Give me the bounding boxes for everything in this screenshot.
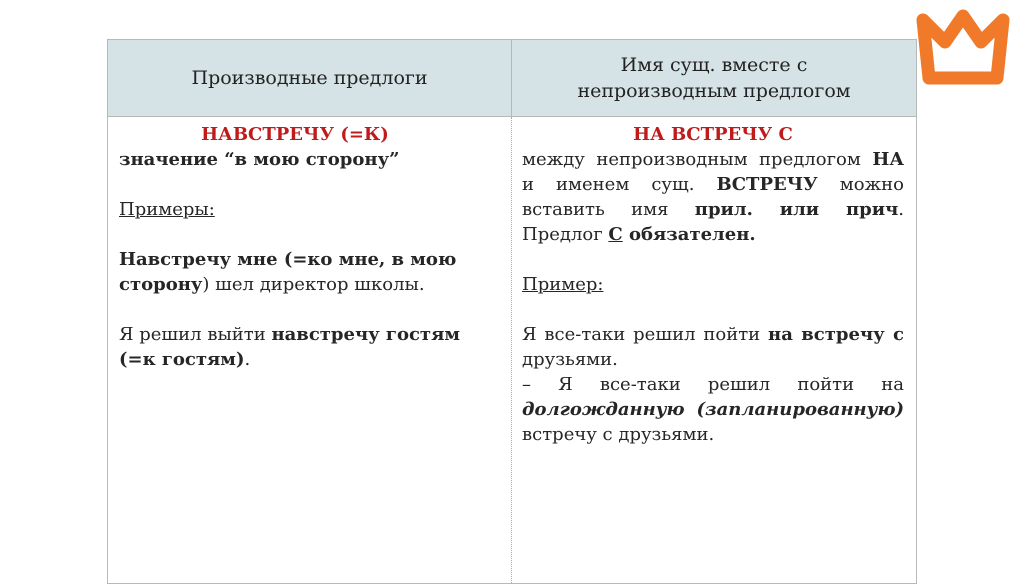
right-example-label: Пример: <box>522 274 604 295</box>
crown-logo-icon <box>911 6 1015 88</box>
right-explanation: между непроизводным предлогом НА и именем сущ. ВСТРЕЧУ можно вставить имя прил. или прич. Предлог С обязателен. <box>522 149 905 245</box>
right-column-content <box>522 122 904 447</box>
header-right-line2: непроизводным предлогом <box>577 80 851 102</box>
left-meaning: значение “в мою сторону” <box>119 149 400 170</box>
header-left-text: Производные предлоги <box>191 67 428 89</box>
left-example-2: Я решил выйти навстречу гостям (=к гостям). <box>119 324 461 370</box>
column-divider <box>511 117 512 583</box>
header-right-line1: Имя сущ. вместе с <box>620 54 808 76</box>
left-heading: НАВСТРЕЧУ (=К) <box>201 124 389 145</box>
left-example-1: Навстречу мне (=ко мне, в мою сторону) шел директор школы. <box>119 249 457 295</box>
comparison-table <box>107 39 917 584</box>
right-heading: НА ВСТРЕЧУ С <box>633 124 793 145</box>
left-column-content <box>119 122 495 372</box>
right-example-1: Я все-таки решил пойти на встречу с друзьями. <box>522 324 905 370</box>
header-noun-with-preposition <box>511 40 916 117</box>
header-derivative-prepositions <box>108 40 511 117</box>
right-example-2: – Я все-таки решил пойти на долгожданную (запланированную) встречу с друзьями. <box>522 374 904 445</box>
left-examples-label: Примеры: <box>119 199 215 220</box>
